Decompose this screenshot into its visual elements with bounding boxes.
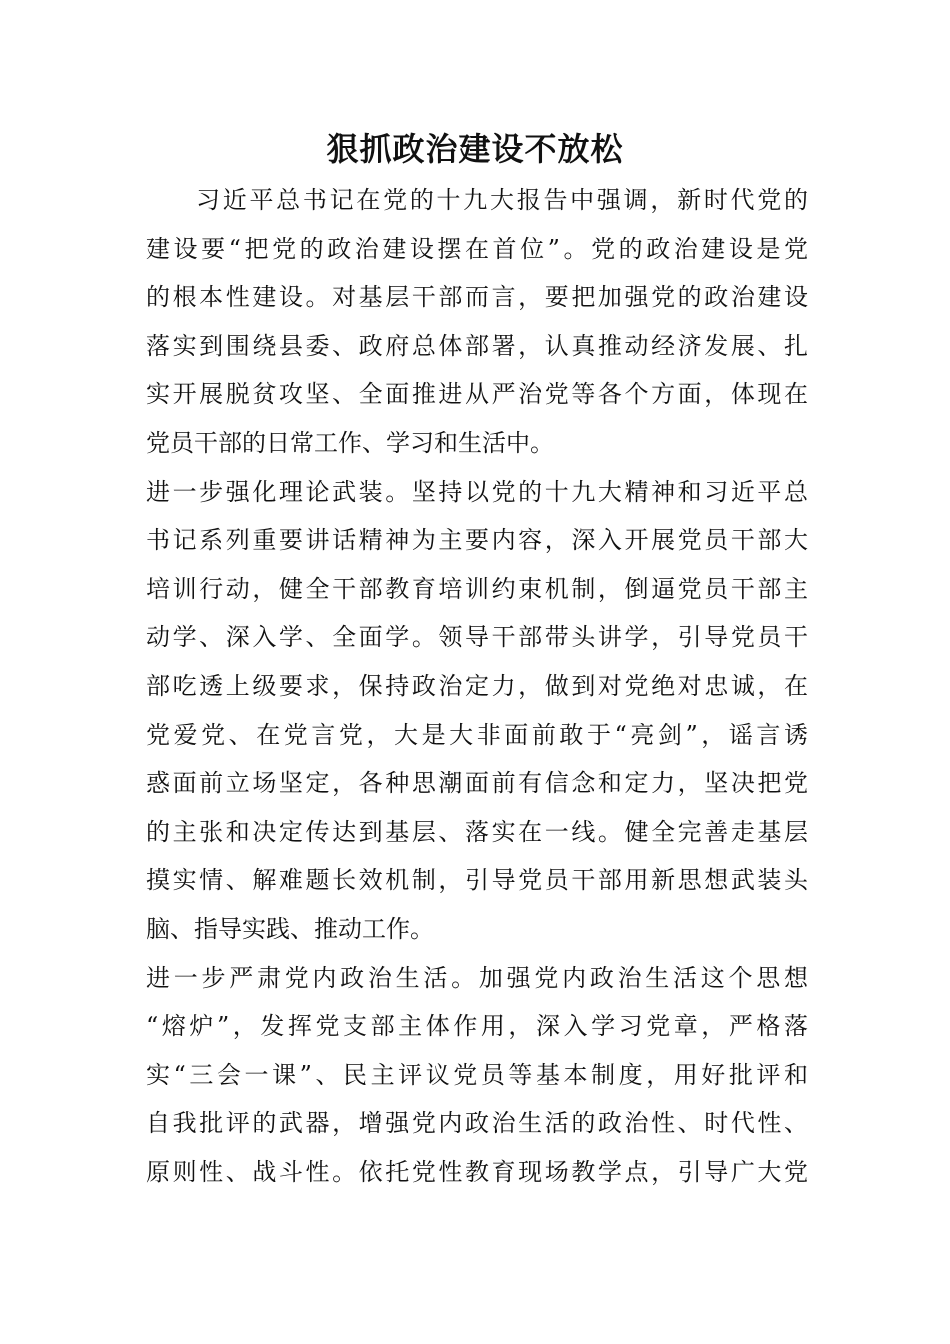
text-line: 进一步严肃党内政治生活。加强党内政治生活这个思想 xyxy=(146,963,808,992)
text-line: 动学、深入学、全面学。领导干部带头讲学，引导党员干 xyxy=(146,623,808,652)
text-line: 党员干部的日常工作、学习和生活中。 xyxy=(146,428,554,457)
text-line: 自我批评的武器，增强党内政治生活的政治性、时代性、 xyxy=(146,1109,808,1138)
page-title: 狠抓政治建设不放松 xyxy=(326,130,624,168)
text-line: 的根本性建设。对基层干部而言，要把加强党的政治建设 xyxy=(146,283,808,312)
text-line: 实开展脱贫攻坚、全面推进从严治党等各个方面，体现在 xyxy=(146,380,808,409)
text-line: 党爱党、在党言党，大是大非面前敢于“亮剑”，谣言诱 xyxy=(146,720,808,749)
text-line: 原则性、战斗性。依托党性教育现场教学点，引导广大党 xyxy=(146,1157,808,1186)
text-line: 建设要“把党的政治建设摆在首位”。党的政治建设是党 xyxy=(146,234,808,263)
text-line: 进一步强化理论武装。坚持以党的十九大精神和习近平总 xyxy=(146,477,808,506)
paragraph xyxy=(146,954,808,1197)
text-line: 的主张和决定传达到基层、落实在一线。健全完善走基层 xyxy=(146,817,808,846)
text-line: 部吃透上级要求，保持政治定力，做到对党绝对忠诚，在 xyxy=(146,671,808,700)
document-body xyxy=(146,176,808,1196)
paragraph xyxy=(146,176,808,468)
text-line: 惑面前立场坚定，各种思潮面前有信念和定力，坚决把党 xyxy=(146,769,808,798)
text-line: 习近平总书记在党的十九大报告中强调，新时代党的 xyxy=(196,186,808,214)
text-line: 落实到围绕县委、政府总体部署，认真推动经济发展、扎 xyxy=(146,331,808,360)
text-line: 培训行动，健全干部教育培训约束机制，倒逼党员干部主 xyxy=(146,574,808,603)
text-line: 脑、指导实践、推动工作。 xyxy=(146,914,434,943)
text-line: 摸实情、解难题长效机制，引导党员干部用新思想武装头 xyxy=(146,866,808,895)
paragraph xyxy=(146,468,808,954)
text-line: 书记系列重要讲话精神为主要内容，深入开展党员干部大 xyxy=(146,526,808,555)
text-line: “熔炉”，发挥党支部主体作用，深入学习党章，严格落 xyxy=(146,1012,808,1041)
text-line: 实“三会一课”、民主评议党员等基本制度，用好批评和 xyxy=(146,1060,808,1089)
